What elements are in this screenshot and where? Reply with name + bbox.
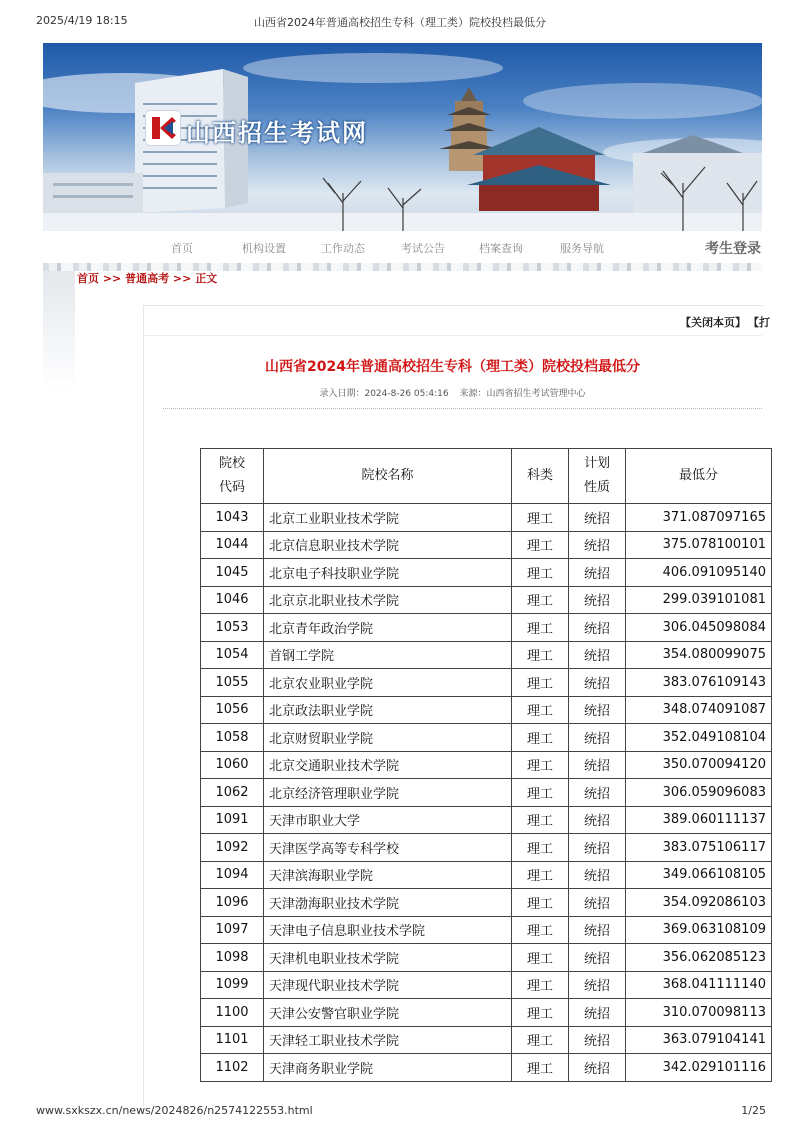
print-url: www.sxkszx.cn/news/2024826/n2574122553.html — [36, 1104, 313, 1117]
print-document-title: 山西省2024年普通高校招生专科（理工类）院校投档最低分 — [254, 16, 546, 29]
cell-category: 理工 — [512, 751, 569, 779]
cell-school-name: 首钢工学院 — [264, 641, 512, 669]
cell-school-name: 北京政法职业学院 — [264, 696, 512, 724]
cell-school-code: 1094 — [201, 861, 264, 889]
cell-school-code: 1101 — [201, 1026, 264, 1054]
cell-category: 理工 — [512, 834, 569, 862]
table-row — [201, 889, 772, 917]
cell-category: 理工 — [512, 504, 569, 532]
cell-plan-type: 统招 — [569, 641, 626, 669]
cell-category: 理工 — [512, 531, 569, 559]
table-row — [201, 559, 772, 587]
cell-school-name: 北京京北职业技术学院 — [264, 586, 512, 614]
cell-plan-type: 统招 — [569, 889, 626, 917]
cell-school-code: 1062 — [201, 779, 264, 807]
toolbar-divider — [143, 335, 762, 336]
cell-school-code: 1058 — [201, 724, 264, 752]
table-row — [201, 999, 772, 1027]
score-table-body — [201, 504, 772, 1082]
cell-school-code: 1043 — [201, 504, 264, 532]
cell-plan-type: 统招 — [569, 779, 626, 807]
cell-plan-type: 统招 — [569, 944, 626, 972]
cell-min-score: 354.080099075 — [626, 641, 772, 669]
table-row — [201, 806, 772, 834]
cell-school-code: 1055 — [201, 669, 264, 697]
header-school-code-line2: 代码 — [218, 480, 245, 495]
cell-school-name: 天津现代职业技术学院 — [264, 971, 512, 999]
cell-min-score: 383.076109143 — [626, 669, 772, 697]
cell-school-code: 1092 — [201, 834, 264, 862]
cell-category: 理工 — [512, 586, 569, 614]
table-row — [201, 614, 772, 642]
cell-plan-type: 统招 — [569, 531, 626, 559]
table-row — [201, 669, 772, 697]
table-row — [201, 1054, 772, 1082]
cell-plan-type: 统招 — [569, 669, 626, 697]
nav-item-organization[interactable]: 机构设置 — [242, 242, 286, 255]
cell-category: 理工 — [512, 889, 569, 917]
article-meta — [143, 386, 762, 399]
title-divider — [163, 408, 762, 409]
cell-school-code: 1045 — [201, 559, 264, 587]
nav-item-archive-query[interactable]: 档案查询 — [479, 242, 523, 255]
cell-min-score: 368.041111140 — [626, 971, 772, 999]
cell-school-code: 1098 — [201, 944, 264, 972]
cell-school-name: 天津机电职业技术学院 — [264, 944, 512, 972]
cell-school-name: 北京交通职业技术学院 — [264, 751, 512, 779]
cell-school-code: 1100 — [201, 999, 264, 1027]
cell-school-code: 1054 — [201, 641, 264, 669]
cell-school-code: 1056 — [201, 696, 264, 724]
cell-plan-type: 统招 — [569, 724, 626, 752]
cell-min-score: 406.091095140 — [626, 559, 772, 587]
table-header-row — [201, 449, 772, 504]
breadcrumb-separator: >> — [169, 272, 196, 285]
site-banner — [43, 43, 762, 231]
cell-min-score: 356.062085123 — [626, 944, 772, 972]
table-row — [201, 834, 772, 862]
cell-school-name: 北京信息职业技术学院 — [264, 531, 512, 559]
nav-item-work-news[interactable]: 工作动态 — [321, 242, 365, 255]
table-row — [201, 779, 772, 807]
cell-plan-type: 统招 — [569, 916, 626, 944]
cell-school-name: 天津医学高等专科学校 — [264, 834, 512, 862]
cell-min-score: 342.029101116 — [626, 1054, 772, 1082]
cell-school-code: 1053 — [201, 614, 264, 642]
cell-plan-type: 统招 — [569, 614, 626, 642]
score-table — [200, 448, 772, 1082]
cell-school-name: 北京经济管理职业学院 — [264, 779, 512, 807]
cell-school-code: 1096 — [201, 889, 264, 917]
cell-min-score: 383.075106117 — [626, 834, 772, 862]
cell-school-name: 北京青年政治学院 — [264, 614, 512, 642]
header-school-code-line1: 院校 — [218, 456, 245, 471]
breadcrumb-home[interactable]: 首页 — [77, 272, 99, 285]
cell-plan-type: 统招 — [569, 834, 626, 862]
cell-min-score: 371.087097165 — [626, 504, 772, 532]
cell-min-score: 348.074091087 — [626, 696, 772, 724]
table-row — [201, 751, 772, 779]
cell-category: 理工 — [512, 916, 569, 944]
cell-min-score: 363.079104141 — [626, 1026, 772, 1054]
cell-school-code: 1060 — [201, 751, 264, 779]
breadcrumb — [77, 270, 217, 286]
cell-category: 理工 — [512, 669, 569, 697]
site-logo-text: 山西招生考试网 — [186, 118, 368, 147]
student-login-link[interactable]: 考生登录 — [705, 241, 761, 257]
cell-plan-type: 统招 — [569, 806, 626, 834]
cell-plan-type: 统招 — [569, 999, 626, 1027]
cell-min-score: 389.060111137 — [626, 806, 772, 834]
breadcrumb-section[interactable]: 普通高考 — [125, 272, 170, 285]
cell-school-name: 北京工业职业技术学院 — [264, 504, 512, 532]
cell-category: 理工 — [512, 724, 569, 752]
table-row — [201, 586, 772, 614]
nav-item-services[interactable]: 服务导航 — [560, 242, 604, 255]
cell-school-name: 天津市职业大学 — [264, 806, 512, 834]
cell-category: 理工 — [512, 1026, 569, 1054]
table-row — [201, 504, 772, 532]
cell-min-score: 369.063108109 — [626, 916, 772, 944]
table-row — [201, 944, 772, 972]
cell-school-name: 天津渤海职业技术学院 — [264, 889, 512, 917]
article-date: 录入日期：2024-8-26 05:4:16 — [319, 389, 449, 399]
cell-plan-type: 统招 — [569, 1054, 626, 1082]
table-row — [201, 861, 772, 889]
cell-category: 理工 — [512, 1054, 569, 1082]
header-plan-type-line1: 计划 — [583, 456, 610, 471]
print-header — [0, 14, 800, 28]
cell-category: 理工 — [512, 641, 569, 669]
cell-plan-type: 统招 — [569, 696, 626, 724]
nav-item-home[interactable]: 首页 — [171, 242, 193, 255]
print-timestamp: 2025/4/19 18:15 — [36, 14, 128, 27]
header-plan-type-line2: 性质 — [583, 480, 610, 495]
cell-min-score: 349.066108105 — [626, 861, 772, 889]
cell-category: 理工 — [512, 806, 569, 834]
cell-min-score: 350.070094120 — [626, 751, 772, 779]
cell-category: 理工 — [512, 971, 569, 999]
header-min-score: 最低分 — [626, 449, 772, 504]
table-row — [201, 971, 772, 999]
breadcrumb-separator: >> — [99, 272, 126, 285]
cell-school-name: 天津电子信息职业技术学院 — [264, 916, 512, 944]
cell-school-code: 1099 — [201, 971, 264, 999]
table-row — [201, 1026, 772, 1054]
cell-min-score: 354.092086103 — [626, 889, 772, 917]
table-row — [201, 531, 772, 559]
breadcrumb-current: 正文 — [195, 272, 218, 285]
nav-item-exam-notices[interactable]: 考试公告 — [401, 242, 445, 255]
cell-min-score: 310.070098113 — [626, 999, 772, 1027]
table-row — [201, 724, 772, 752]
table-row — [201, 916, 772, 944]
cell-category: 理工 — [512, 944, 569, 972]
print-page-number: 1/25 — [741, 1104, 766, 1117]
cell-min-score: 352.049108104 — [626, 724, 772, 752]
cell-school-code: 1044 — [201, 531, 264, 559]
cell-plan-type: 统招 — [569, 504, 626, 532]
cell-min-score: 299.039101081 — [626, 586, 772, 614]
site-logo-icon — [146, 111, 180, 145]
header-category: 科类 — [512, 449, 569, 504]
header-plan-type — [569, 449, 626, 504]
cell-school-name: 天津商务职业学院 — [264, 1054, 512, 1082]
header-school-name: 院校名称 — [264, 449, 512, 504]
cell-category: 理工 — [512, 614, 569, 642]
cell-min-score: 306.059096083 — [626, 779, 772, 807]
cell-min-score: 306.045098084 — [626, 614, 772, 642]
main-nav — [43, 231, 762, 263]
cell-category: 理工 — [512, 559, 569, 587]
close-page-button[interactable]: 【关闭本页】 — [680, 316, 746, 329]
table-row — [201, 696, 772, 724]
cell-school-name: 北京电子科技职业学院 — [264, 559, 512, 587]
cell-plan-type: 统招 — [569, 971, 626, 999]
article-source: 来源：山西省招生考试管理中心 — [459, 389, 586, 399]
print-footer — [0, 1104, 800, 1118]
cell-school-code: 1046 — [201, 586, 264, 614]
table-row — [201, 641, 772, 669]
cell-school-code: 1102 — [201, 1054, 264, 1082]
cell-plan-type: 统招 — [569, 861, 626, 889]
cell-min-score: 375.078100101 — [626, 531, 772, 559]
cell-school-name: 天津滨海职业学院 — [264, 861, 512, 889]
cell-category: 理工 — [512, 999, 569, 1027]
cell-plan-type: 统招 — [569, 751, 626, 779]
cell-category: 理工 — [512, 861, 569, 889]
cell-school-code: 1097 — [201, 916, 264, 944]
cell-plan-type: 统招 — [569, 1026, 626, 1054]
cell-category: 理工 — [512, 779, 569, 807]
header-school-code — [201, 449, 264, 504]
cell-category: 理工 — [512, 696, 569, 724]
cell-school-name: 天津轻工职业技术学院 — [264, 1026, 512, 1054]
cell-plan-type: 统招 — [569, 586, 626, 614]
cell-school-code: 1091 — [201, 806, 264, 834]
print-page-button[interactable]: 【打 — [748, 316, 770, 329]
cell-plan-type: 统招 — [569, 559, 626, 587]
cell-school-name: 北京农业职业学院 — [264, 669, 512, 697]
article-title: 山西省2024年普通高校招生专科（理工类）院校投档最低分 — [265, 359, 640, 375]
cell-school-name: 北京财贸职业学院 — [264, 724, 512, 752]
cell-school-name: 天津公安警官职业学院 — [264, 999, 512, 1027]
side-decoration — [43, 271, 75, 391]
